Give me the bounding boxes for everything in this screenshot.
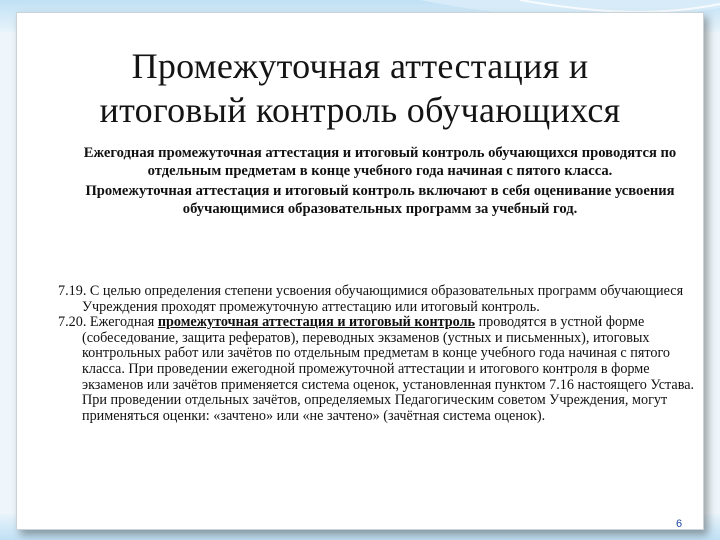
slide-title-line2: итоговый контроль обучающихся <box>99 90 621 130</box>
clause-7-20 <box>58 315 698 424</box>
slide-title-line1: Промежуточная аттестация и <box>131 46 589 86</box>
clause-7-20-rest: проводятся в устной форме (собеседование, защита рефератов), переводных экзаменов (устных и письменных), итоговых контрольных работ или зачётов по отдельным предметам в конце учебного года начиная с пятого класса. При проведении ежегодной промежуточной аттестации и итогового контроля в форме экзаменов или зачётов применяется система оценок, установленная пунктом 7.16 настоящего Устава. При проведении отдельных зачётов, определяемых Педагогическим советом Учреждения, могут применяться оценки: «зачтено» или «не зачтено» (зачётная система оценок). <box>82 314 695 424</box>
lead-paragraph-2: Промежуточная аттестация и итоговый контроль включают в себя оценивание усвоения обучающимися образовательных программ за учебный год. <box>85 183 675 217</box>
page-number: 6 <box>676 518 683 530</box>
clause-7-20-prefix: 7.20. Ежегодная <box>58 314 158 331</box>
slide-title <box>0 44 720 132</box>
clause-7-20-emphasis: промежуточная аттестация и итоговый контроль <box>157 314 476 331</box>
lead-block <box>70 144 690 220</box>
clause-7-19: 7.19. С целью определения степени усвоения обучающимися образовательных программ обучающиеся Учреждения проходят промежуточную аттестацию или итоговый контроль. <box>58 283 684 315</box>
body-text <box>58 284 698 424</box>
lead-paragraph-1: Ежегодная промежуточная аттестация и итоговый контроль обучающихся проводятся по отдельным предметам в конце учебного года начиная с пятого класса. <box>83 145 677 179</box>
